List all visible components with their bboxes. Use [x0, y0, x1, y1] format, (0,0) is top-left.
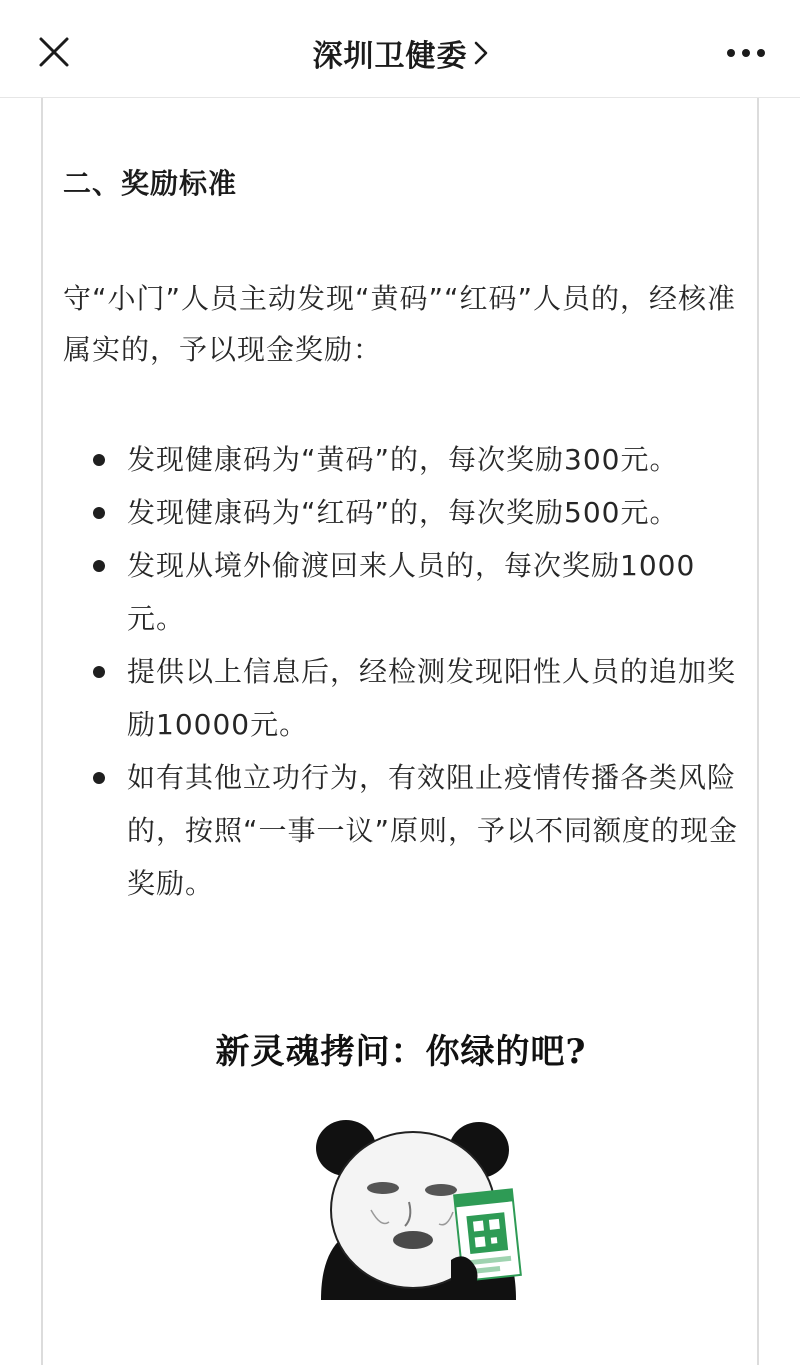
reward-text: 发现健康码为“红码”的，每次奖励500元。	[127, 496, 679, 529]
section-heading: 二、奖励标准	[63, 167, 238, 200]
more-options-button[interactable]	[716, 32, 776, 74]
close-button[interactable]	[28, 26, 80, 78]
list-item	[63, 539, 743, 645]
reward-text: 发现从境外偷渡回来人员的，每次奖励1000元。	[127, 549, 696, 635]
list-item	[63, 486, 743, 539]
reward-text: 如有其他立功行为，有效阻止疫情传播各类风险的，按照“一事一议”原则，予以不同额度的现金奖励。	[127, 761, 739, 900]
more-dots-icon	[726, 48, 766, 58]
chevron-right-icon	[474, 41, 488, 65]
bullet-dot	[93, 772, 105, 784]
account-title-link[interactable]	[200, 28, 600, 78]
page-title: 深圳卫健委	[312, 39, 468, 74]
panda-meme-image	[301, 1110, 531, 1300]
meme-caption: 新灵魂拷问：你绿的吧?	[215, 1032, 587, 1072]
close-icon	[38, 36, 70, 68]
bullet-dot	[93, 454, 105, 466]
top-nav-bar	[0, 0, 800, 98]
bullet-dot	[93, 507, 105, 519]
list-item	[63, 433, 743, 486]
list-item	[63, 645, 743, 751]
article-body	[41, 98, 759, 1365]
bullet-dot	[93, 560, 105, 572]
bullet-dot	[93, 666, 105, 678]
list-item	[63, 751, 743, 910]
reward-text: 发现健康码为“黄码”的，每次奖励300元。	[127, 443, 679, 476]
intro-paragraph: 守“小门”人员主动发现“黄码”“红码”人员的，经核准属实的，予以现金奖励：	[63, 282, 737, 366]
reward-list	[63, 433, 743, 910]
reward-text: 提供以上信息后，经检测发现阳性人员的追加奖励10000元。	[127, 655, 737, 741]
